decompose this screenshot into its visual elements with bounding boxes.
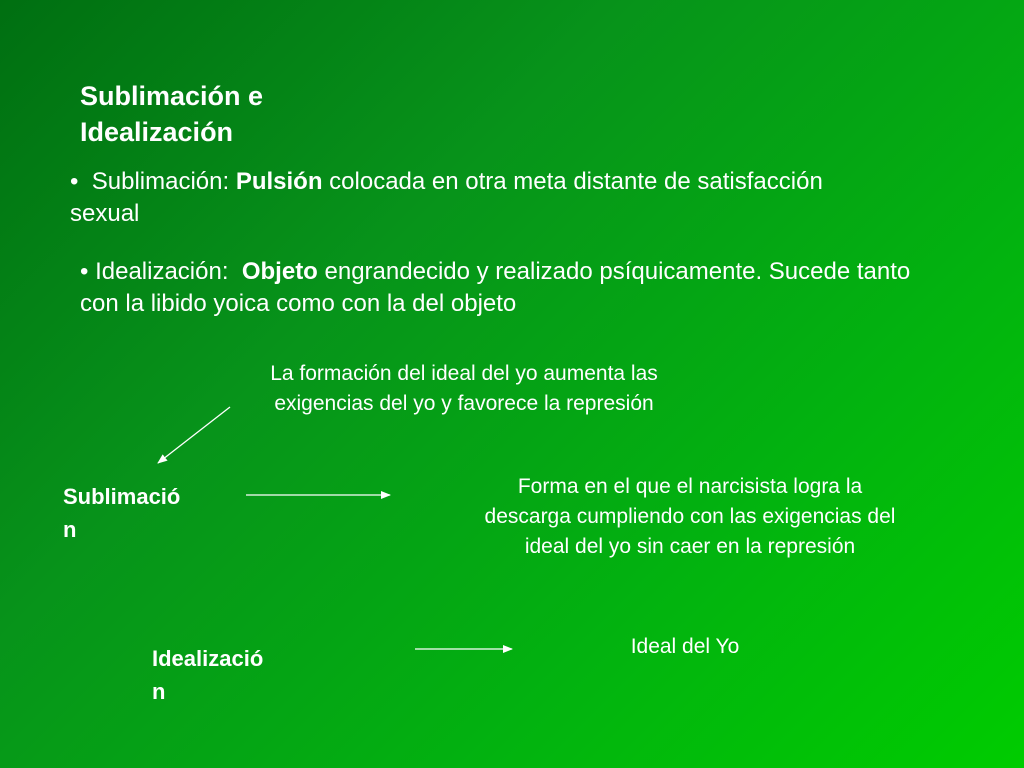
note-ideal-del-yo: Ideal del Yo [630,635,740,658]
note-line: exigencias del yo y favorece la represión [274,392,654,415]
label-idealizacion [152,642,312,708]
bullet-text: engrandecido y realizado psíquicamente. Sucede tanto con la libido yoica como con la del objeto [80,258,911,317]
note-narcissist-discharge [430,472,950,562]
bullet-text: colocada en otra meta distante de satisfacción sexual [70,168,823,227]
label-line: Sublimació [63,484,181,509]
bullet-bold-term: Objeto [241,258,318,285]
title-line-2: Idealización [80,117,234,147]
bullet-lead: Idealización: [95,258,229,285]
slide-title [80,78,380,150]
label-sublimacion [63,480,223,546]
note-ideal-formation [218,359,710,419]
bullet-sublimacion [70,166,850,230]
bullet-marker: • [70,168,79,195]
bullet-idealizacion [80,256,940,320]
note-line: descarga cumpliendo con las exigencias del [484,505,896,528]
label-line: Idealizació [152,646,264,671]
bullet-bold-term: Pulsión [235,168,323,195]
bullet-lead: Sublimación: [91,168,230,195]
bullet-marker: • [80,258,89,285]
note-line: La formación del ideal del yo aumenta las [270,362,658,385]
note-line: ideal del yo sin caer en la represión [524,535,856,558]
note-line: Forma en el que el narcisista logra la [517,475,863,498]
label-line: n [152,679,166,704]
label-line: n [63,517,77,542]
title-line-1: Sublimación e [80,81,264,111]
